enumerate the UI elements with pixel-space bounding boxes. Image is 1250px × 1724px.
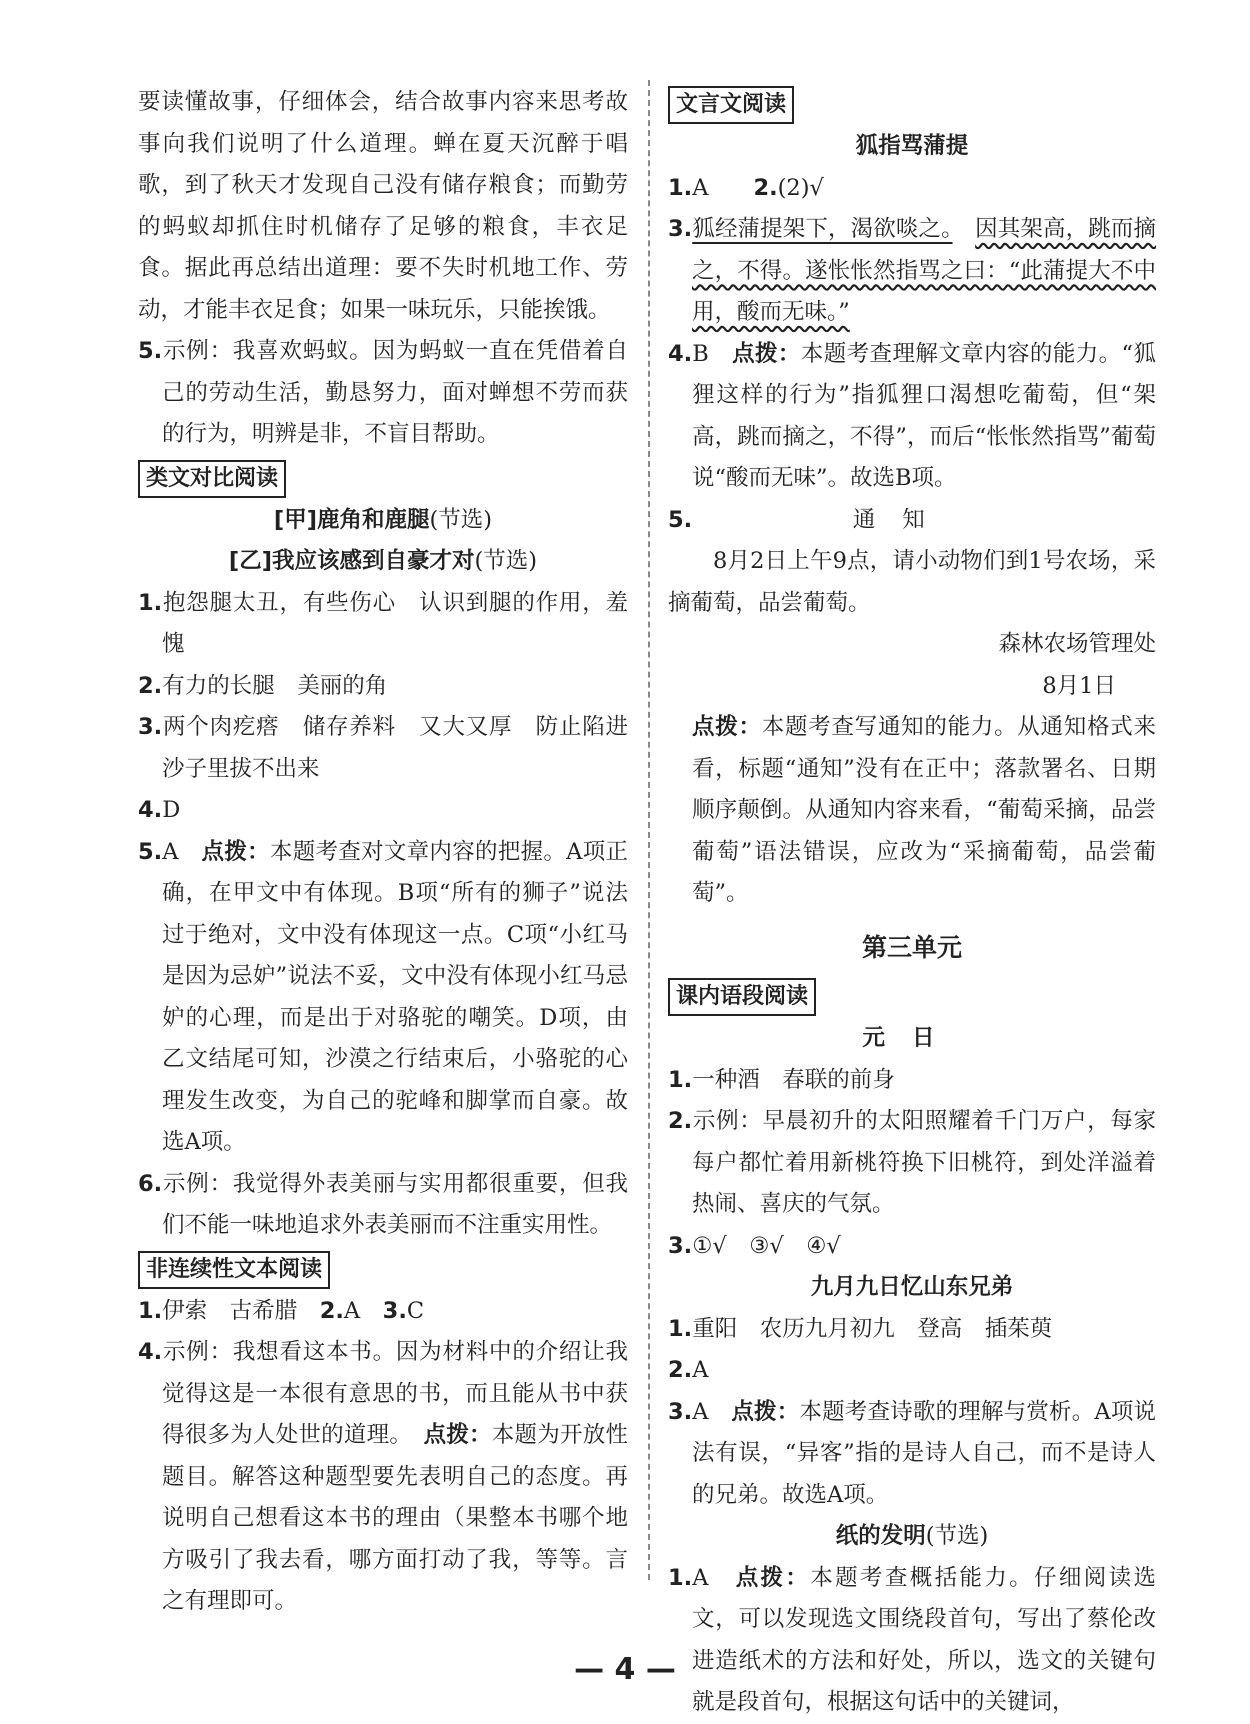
straight-underlined-text: 狐经蒲提架下，渴欲啖之。	[692, 216, 953, 242]
section-heading-classical-chinese: 文言文阅读	[668, 86, 794, 124]
answer-1-2: 1.A 2.(2)√	[668, 174, 824, 201]
wavy-underlined-text: 因其架高，跳而摘之，不得。遂怅怅然指骂之曰：“此蒲提大不中用，酸而无味。”	[692, 216, 1156, 325]
answer-2: 2.有力的长腿 美丽的角	[138, 672, 388, 699]
intro-paragraph: 要读懂故事，仔细体会，结合故事内容来思考故事向我们说明了什么道理。蝉在夏天沉醉于唱歌，到了秋天才发现自己没有储存粮食；而勤劳的蚂蚁却抓住时机储存了足够的粮食，丰衣足食。据此再总结出道理：要不失时机地工作、劳动，才能丰衣足食；如果一味玩乐，只能挨饿。	[138, 89, 628, 323]
passage-title-a: [甲]鹿角和鹿腿(节选)	[273, 506, 493, 533]
answer-6: 6.示例：我觉得外表美丽与实用都很重要，但我们不能一味地追求外表美丽而不注重实用性。	[138, 1170, 628, 1238]
answer-3: 3.①√ ③√ ④√	[668, 1232, 841, 1259]
answer-1-2-3: 1.伊索 古希腊 2.A 3.C	[138, 1297, 425, 1324]
passage-title-yuanri: 元日	[862, 1025, 962, 1051]
section-heading-comparative-reading: 类文对比阅读	[138, 460, 286, 498]
answer-2: 2.示例：早晨初升的太阳照耀着千门万户，每家每户都忙着用新桃符换下旧桃符，到处洋溢着热闹、喜庆的气氛。	[668, 1108, 1156, 1217]
notice-title: 通知	[852, 506, 952, 533]
answer-text: 示例：我喜欢蚂蚁。因为蚂蚁一直在凭借着自己的劳动生活，勤恳努力，面对蝉想不劳而获的行为，明辨是非，不盲目帮助。	[162, 338, 628, 447]
answer-5b: 5.A 点拨：本题考查对文章内容的把握。A项正确，在甲文中有体现。B项“所有的狮子”说法过于绝对，文中没有体现这一点。C项“小红马是因为忌妒”说法不妥，文中没有体现小红马忌妒的心理，而是出于对骆驼的嘲笑。D项，由乙文结尾可知，沙漠之行结束后，小骆驼的心理发生改变，为自己的驼峰和脚掌而自豪。故选A项。	[138, 838, 628, 1155]
hint-label: 点拨：	[201, 838, 270, 865]
answer-1: 1.重阳 农历九月初九 登高 插茱萸	[668, 1315, 1053, 1342]
answer-4: 4.B 点拨：本题考查理解文章内容的能力。“狐狸这样的行为”指狐狸口渴想吃葡萄，但“架高，跳而摘之，不得”，而后“怅怅然指骂”葡萄说“酸而无味”。故选B项。	[668, 340, 1156, 491]
notice-date: 8月1日	[1042, 672, 1116, 699]
answer-4: 4.D	[138, 797, 181, 823]
hint-label: 点拨：	[692, 714, 762, 740]
answer-3: 3.A 点拨：本题考查诗歌的理解与赏析。A项说法有误，“异客”指的是诗人自己，而不是诗人的兄弟。故选A项。	[668, 1398, 1157, 1508]
answer-3: 3.狐经蒲提架下，渴欲啖之。 因其架高，跳而摘之，不得。遂怅怅然指骂之曰：“此蒲提大不中用，酸而无味。”	[668, 216, 1156, 325]
passage-title-paper: 纸的发明(节选)	[835, 1523, 989, 1549]
passage-title-b: [乙]我应该感到自豪才对(节选)	[228, 548, 538, 574]
answer-3: 3.两个肉疙瘩 储存养料 又大又厚 防止陷进沙子里拔不出来	[138, 714, 628, 782]
answer-1: 1.一种酒 春联的前身	[668, 1066, 895, 1093]
answer-5-notice-title: 5. 通知	[668, 500, 1156, 542]
answer-4b: 4.示例：我想看这本书。因为材料中的介绍让我觉得这是一本很有意思的书，而且能从书中获得很多为人处世的道理。 点拨：本题为开放性题目。解答这种题型要先表明自己的态度。再说明自己想看这本书的理由（果整本书哪个地方吸引了我去看，哪方面打动了我，等等。言之有理即可。	[138, 1339, 628, 1614]
hint-label: 点拨：	[732, 340, 801, 367]
answer-number: 5.	[138, 338, 163, 364]
hint-label: 点拨：	[731, 1398, 800, 1425]
section-heading-noncontinuous-text: 非连续性文本阅读	[138, 1251, 330, 1289]
hint-label: 点拨：	[423, 1422, 492, 1448]
notice-signature: 森林农场管理处	[998, 631, 1156, 657]
passage-title-poem: 九月九日忆山东兄弟	[810, 1274, 1014, 1300]
hint-label: 点拨：	[735, 1564, 811, 1591]
passage-title-fox: 狐指骂蒲提	[855, 133, 969, 159]
answer-2: 2.A	[668, 1357, 709, 1383]
notice-hint: 点拨：本题考查写通知的能力。从通知格式来看，标题“通知”没有在正中；落款署名、日期顺序颠倒。从通知内容来看，“葡萄采摘，品尝葡萄”语法错误，应改为“采摘葡萄，品尝葡萄”。	[692, 714, 1156, 906]
unit-title: 第三单元	[861, 932, 962, 962]
answer-5	[138, 331, 628, 456]
left-column	[138, 82, 628, 1623]
answer-1: 1.抱怨腿太丑，有些伤心 认识到腿的作用，羞愧	[138, 589, 628, 657]
section-heading-inclass-passage: 课内语段阅读	[668, 978, 816, 1016]
right-column	[668, 82, 1156, 1724]
answer-1: 1.A 点拨：本题考查概括能力。仔细阅读选文，可以发现选文围绕段首句，写出了蔡伦改进造纸术的方法和好处，所以，选文的关键句就是段首句，根据这句话中的关键词，	[668, 1564, 1156, 1715]
notice-body: 8月2日上午9点，请小动物们到1号农场，采摘葡萄，品尝葡萄。	[668, 548, 1156, 616]
page-number: — 4 —	[574, 1652, 676, 1687]
column-divider	[648, 80, 650, 1580]
